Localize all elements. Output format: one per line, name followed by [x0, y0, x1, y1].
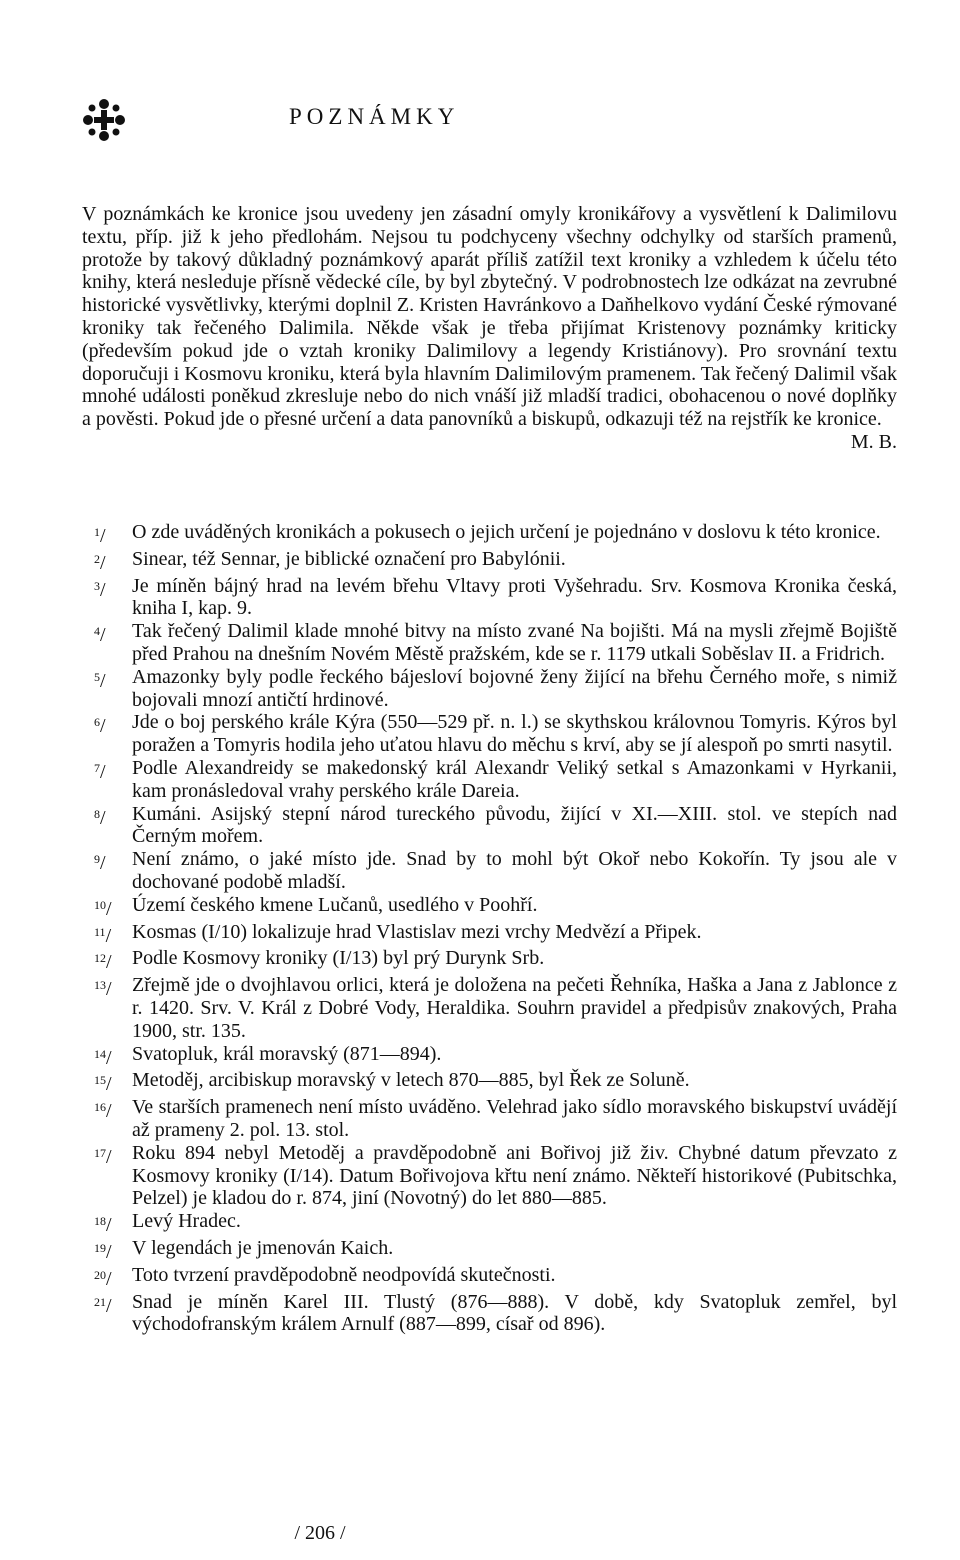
page-title: POZNÁMKY — [289, 104, 460, 129]
note-number-value: 14 — [94, 1046, 106, 1061]
note-text: Podle Alexandreidy se makedonský král Alexandr Veliký setkal s Amazonkami v Hyrkanii, kam pronásledoval vrahy perského krále Dareia. — [132, 756, 897, 802]
note-item — [82, 1096, 897, 1142]
note-number: $^5$/ — [94, 669, 106, 692]
quatrefoil-ornament-icon — [82, 98, 126, 142]
note-text: Tak řečený Dalimil klade mnohé bitvy na místo zvané Na bojišti. Má na mysli zřejmě Bojiště před Prahou na dnešním Novém Městě pražském, kde se r. 1179 utkali Soběslav II. a Fridrich. — [132, 620, 897, 665]
note-text: Levý Hradec. — [132, 1210, 241, 1233]
note-number: $^{11}$/ — [94, 924, 112, 947]
page-header — [82, 96, 126, 144]
note-item — [82, 894, 897, 921]
note-item — [82, 1291, 897, 1337]
note-number-value: 6 — [94, 715, 100, 730]
note-number-value: 5 — [94, 669, 100, 684]
note-number-value: 16 — [94, 1100, 106, 1115]
note-text: Amazonky byly podle řeckého bájesloví bojovné ženy žijící na břehu Černého moře, s nimiž bojovali mnozí antičtí hrdinové. — [132, 665, 897, 711]
note-text: Jde o boj perského krále Kýra (550—529 př. n. l.) se skythskou královnou Tomyris. Kýros byl poražen a Tomyris hodila jeho uťatou hlavu do měchu s krví, aby se jí alespoň po smrti nasytil. — [132, 711, 897, 757]
note-number-value: 2 — [94, 551, 100, 566]
note-text: V legendách je jmenován Kaich. — [132, 1236, 394, 1259]
note-number: $^7$/ — [94, 760, 106, 783]
note-number-value: 17 — [94, 1145, 106, 1160]
note-number: $^{18}$/ — [94, 1214, 112, 1237]
note-text: Není známo, o jaké místo jde. Snad by to mohl být Okoř nebo Kokořín. Ty jsou ale v dochované podobě mladší. — [132, 848, 897, 893]
page-number: / 206 / — [294, 1522, 346, 1544]
note-number-value: 12 — [94, 951, 106, 966]
note-text: Území českého kmene Lučanů, usedlého v Poohří. — [132, 893, 538, 916]
note-text: Svatopluk, král moravský (871—894). — [132, 1042, 442, 1065]
note-text: Kumáni. Asijský stepní národ tureckého původu, žijící v XI.—XIII. stol. ve stepích nad Černým mořem. — [132, 802, 897, 848]
note-item — [82, 757, 897, 803]
note-number: $^{16}$/ — [94, 1100, 112, 1123]
note-number: $^{10}$/ — [94, 897, 112, 920]
note-text: Podle Kosmovy kroniky (I/13) byl prý Durynk Srb. — [132, 947, 545, 970]
note-number-value: 11 — [94, 924, 106, 939]
note-item — [82, 711, 897, 757]
note-number-value: 19 — [94, 1240, 106, 1255]
note-number-value: 9 — [94, 852, 100, 867]
intro-paragraph — [82, 203, 897, 454]
note-number-value: 7 — [94, 760, 100, 775]
intro-text: V poznámkách ke kronice jsou uvedeny jen zásadní omyly kronikářovy a vysvětlení k Dalimilovu textu, příp. již k jeho předlohám. Nejsou tu podchyceny všechny odchylky od starších pramenů, protože by takový důkladný poznámkový aparát příliš zatížil text kroniky a vzhledem k účelu této knihy, která nesleduje přísně vědecké cíle, by byl zbytečný. V podrobnostech lze odkázat na zevrubné historické vysvětlivky, kterými doplnil Z. Kristen Havránkovo a Daňhelkovo vydání České rýmované kroniky tak řečeného Dalimila. Někde však je třeba přijímat Kristenovy poznámky kriticky (především pokud jde o vztah kroniky Dalimilovy a legendy Kristiánovy). Pro srovnání textu doporučuji i Kosmovu kroniku, která byla hlavním Dalimilovým pramenem. Tak řečený Dalimil však mnohé události poněkud zkresluje nebo do nich vnáší již mladší tradici, obohacenou o nové doplňky a pověsti. Pokud jde o přesné určení a data panovníků a biskupů, odkazuji též na rejstřík ke kronice. — [82, 203, 897, 431]
note-item — [82, 921, 897, 948]
note-text: Zřejmě jde o dvojhlavou orlici, která je doložena na pečeti Řehníka, Haška a Jana z Jablonce z r. 1420. Srv. V. Král z Dobré Vody, Heraldika. Souhrn pravidel a předpisův znakových, Praha 1900, str. 135. — [132, 974, 897, 1042]
note-number-value: 1 — [94, 525, 100, 539]
note-item — [82, 1069, 897, 1096]
note-number-value: 15 — [94, 1073, 106, 1088]
note-text: Roku 894 nebyl Metoděj a pravděpodobně ani Bořivoj již živ. Chybné datum převzato z Kosmovy kroniky (I/14). Datum Bořivojova křtu není známo. Někteří historikové (Pubitschka, Pelzel) je kladou do r. 874, jiní (Novotný) do let 880—885. — [132, 1141, 897, 1210]
note-number-value: 8 — [94, 806, 100, 821]
note-number-value: 10 — [94, 897, 106, 912]
note-text: O zde uváděných kronikách a pokusech o jejich určení je pojednáno v doslovu k této kronice. — [132, 521, 881, 543]
note-number: $^2$/ — [94, 551, 106, 574]
note-number: $^4$/ — [94, 624, 106, 647]
note-number: $^{17}$/ — [94, 1145, 112, 1168]
note-number: $^1$/ — [94, 525, 106, 547]
note-number: $^{14}$/ — [94, 1046, 112, 1069]
note-item — [82, 947, 897, 974]
note-number: $^{15}$/ — [94, 1073, 112, 1096]
note-number-value: 3 — [94, 578, 100, 593]
note-number-value: 20 — [94, 1267, 106, 1282]
note-number: $^{21}$/ — [94, 1294, 112, 1317]
note-number: $^9$/ — [94, 852, 106, 875]
note-number: $^8$/ — [94, 806, 106, 829]
note-text: Metoděj, arcibiskup moravský v letech 870—885, byl Řek ze Soluně. — [132, 1069, 690, 1092]
note-item — [82, 521, 897, 548]
note-item — [82, 803, 897, 849]
note-number: $^{20}$/ — [94, 1267, 112, 1290]
note-number: $^{19}$/ — [94, 1240, 112, 1263]
note-number-value: 4 — [94, 624, 100, 639]
note-item — [82, 1210, 897, 1237]
note-text: Kosmas (I/10) lokalizuje hrad Vlastislav mezi vrchy Medvězí a Připek. — [132, 920, 702, 943]
notes-list — [82, 521, 897, 1336]
note-text: Je míněn bájný hrad na levém břehu Vltavy proti Vyšehradu. Srv. Kosmova Kronika česká, kniha I, kap. 9. — [132, 574, 897, 620]
note-item — [82, 1264, 897, 1291]
note-text: Ve starších pramenech není místo uváděno. Velehrad jako sídlo moravského biskupství uvádějí až prameny 2. pol. 13. stol. — [132, 1096, 897, 1141]
note-text: Snad je míněn Karel III. Tlustý (876—888). V době, kdy Svatopluk zemřel, byl východofranským králem Arnulf (887—899, císař od 896). — [132, 1290, 897, 1336]
note-number-value: 18 — [94, 1214, 106, 1229]
note-number: $^3$/ — [94, 578, 106, 601]
note-number: $^{12}$/ — [94, 951, 112, 974]
note-item — [82, 1142, 897, 1210]
note-text: Toto tvrzení pravděpodobně neodpovídá skutečnosti. — [132, 1263, 556, 1286]
note-number-value: 13 — [94, 978, 106, 993]
note-item — [82, 848, 897, 894]
note-item — [82, 620, 897, 666]
note-number: $^6$/ — [94, 715, 106, 738]
note-number: $^{13}$/ — [94, 978, 112, 1001]
note-item — [82, 548, 897, 575]
author-signature: M. B. — [850, 430, 897, 453]
note-item — [82, 974, 897, 1042]
note-item — [82, 1043, 897, 1070]
note-item — [82, 1237, 897, 1264]
note-text: Sinear, též Sennar, je biblické označení pro Babylónii. — [132, 547, 566, 570]
note-item — [82, 575, 897, 621]
note-item — [82, 666, 897, 712]
note-number-value: 21 — [94, 1294, 106, 1309]
